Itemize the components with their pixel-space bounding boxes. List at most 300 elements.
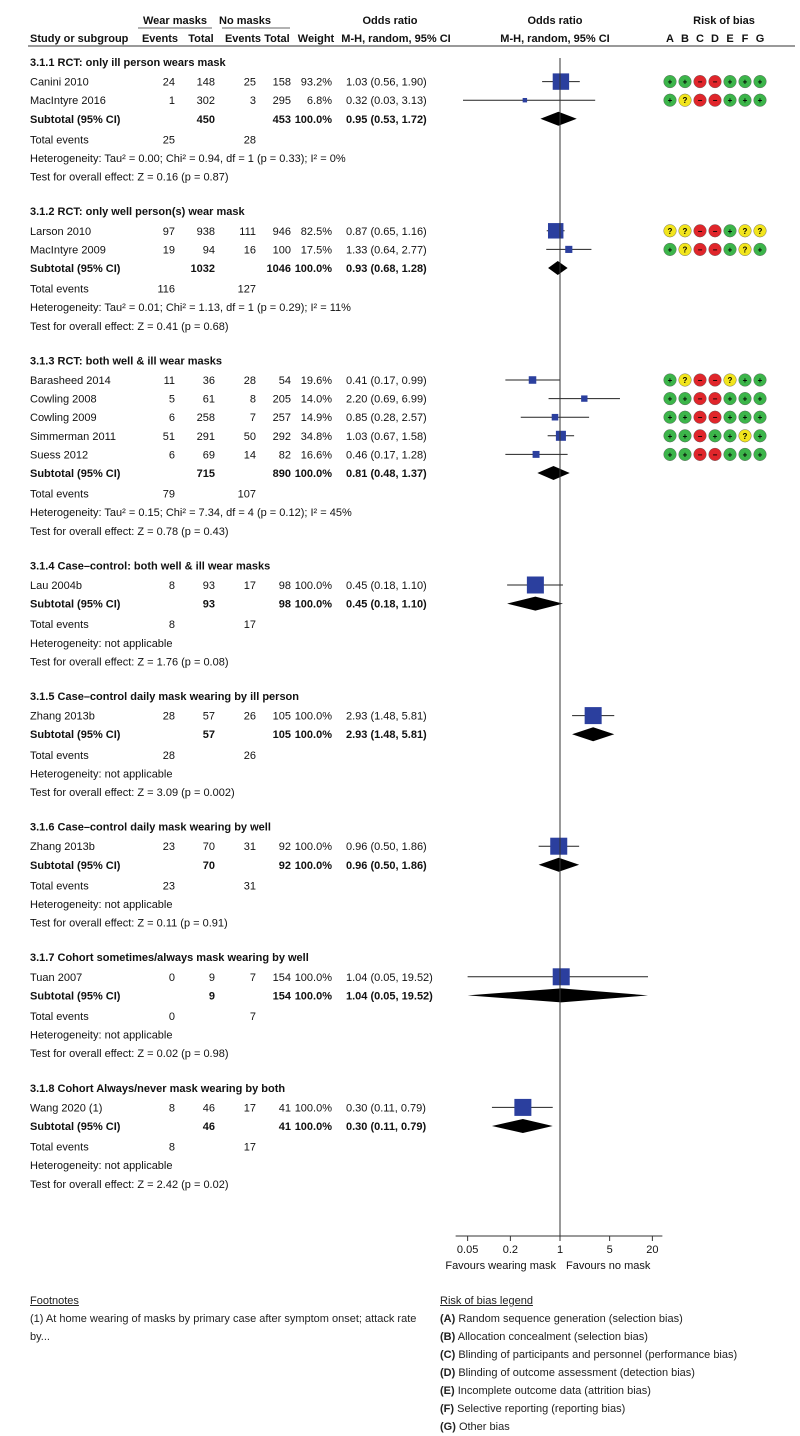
subgroup-3-study-1-total-nomask: 54 [278, 375, 291, 387]
subgroup-3-study-4-rob-c-glyph: − [697, 431, 703, 441]
subgroup-3-study-2-rob-b-glyph: + [682, 394, 688, 404]
subgroup-2-total-events-wear: 116 [157, 283, 175, 296]
subgroup-7-study-1-events-nomask: 7 [249, 971, 256, 984]
subgroup-3-study-2-rob-f-glyph: + [742, 394, 748, 404]
subgroup-1-study-2-rob-g-glyph: + [757, 96, 763, 106]
subgroup-1-study-2-or-ci: 0.32 (0.03, 3.13) [346, 95, 427, 108]
subgroup-3-subtotal-weight: 100.0% [294, 468, 332, 480]
subgroup-1-study-2-point-square [523, 98, 527, 102]
subgroup-3-study-5-rob-a-glyph: + [667, 450, 673, 460]
subgroup-8-subtotal-weight: 100.0% [294, 1121, 332, 1133]
subgroup-4-study-1-events-nomask: 17 [243, 580, 256, 592]
subgroup-3-study-5-events-wear: 6 [168, 449, 175, 462]
x-tick-label-0.2: 0.2 [502, 1244, 519, 1256]
subgroup-2-study-2-rob-e-glyph: + [727, 245, 733, 255]
subgroup-1-total-events-wear: 25 [162, 134, 175, 147]
subgroup-4-study-1-name: Lau 2004b [30, 580, 82, 592]
header-rob-letter-e: E [726, 33, 734, 45]
subgroup-2-study-2-total-nomask: 100 [272, 244, 291, 257]
subgroup-3-study-5-events-nomask: 14 [243, 449, 256, 462]
header-rob-letter-c: C [696, 33, 704, 45]
subgroup-1-study-2-rob-e-glyph: + [727, 96, 733, 106]
subgroup-3-total-events-nomask: 107 [237, 488, 256, 501]
subgroup-7-subtotal-diamond [468, 988, 648, 1002]
footnote-1: (1) At home wearing of masks by primary case after symptom onset; attack rate by... [30, 1313, 417, 1343]
subgroup-3-study-4-rob-e-glyph: + [727, 431, 733, 441]
subgroup-3-study-5-weight: 16.6% [300, 449, 332, 462]
subgroup-3-subtotal-total-nomask: 890 [272, 468, 291, 480]
subgroup-2-study-2-events-nomask: 16 [243, 244, 256, 257]
subgroup-5-title: 3.1.5 Case–control daily mask wearing by ill person [30, 691, 299, 703]
subgroup-2-study-1-events-wear: 97 [162, 225, 175, 238]
subgroup-1-title: 3.1.1 RCT: only ill person wears mask [30, 57, 226, 69]
subgroup-2-subtotal-or-ci: 0.93 (0.68, 1.28) [346, 263, 427, 275]
subgroup-3-study-1-rob-c-glyph: − [697, 376, 703, 385]
subgroup-1-total-events-nomask: 28 [243, 134, 256, 147]
subgroup-5-study-1-weight: 100.0% [294, 710, 332, 723]
subgroup-5-subtotal-or-ci: 2.93 (1.48, 5.81) [346, 729, 427, 742]
subgroup-1-heterogeneity: Heterogeneity: Tau² = 0.00; Chi² = 0.94, df = 1 (p = 0.33); I² = 0% [30, 153, 346, 165]
subgroup-5-study-1-or-ci: 2.93 (1.48, 5.81) [346, 710, 427, 723]
subgroup-3-study-4-rob-b-glyph: + [682, 431, 688, 441]
subgroup-3-study-1-total-wear: 36 [202, 375, 215, 387]
subgroup-3-study-5-name: Suess 2012 [30, 449, 89, 462]
subgroup-3-study-2-rob-a-glyph: + [667, 394, 673, 404]
subgroup-8-subtotal-label: Subtotal (95% CI) [30, 1121, 121, 1133]
subgroup-7-study-1-or-ci: 1.04 (0.05, 19.52) [346, 971, 433, 984]
risk-of-bias-legend [440, 1292, 795, 1436]
header-total-2: Total [264, 33, 290, 45]
subgroup-3-study-3-rob-b-glyph: + [682, 413, 688, 423]
subgroup-8-title: 3.1.8 Cohort Always/never mask wearing by both [30, 1082, 286, 1095]
subgroup-1-study-2-name: MacIntyre 2016 [30, 95, 106, 108]
header-plot-method: M-H, random, 95% CI [500, 33, 610, 45]
subgroup-1-total-events-label: Total events [30, 134, 89, 147]
subgroup-1-subtotal-or-ci: 0.95 (0.53, 1.72) [346, 113, 427, 126]
subgroup-6-total-events-wear: 23 [162, 880, 175, 893]
subgroup-3-study-4-weight: 34.8% [300, 430, 332, 443]
subgroup-1-study-1-or-ci: 1.03 (0.56, 1.90) [346, 76, 427, 89]
subgroup-2-study-1-weight: 82.5% [300, 225, 332, 238]
header-plot-odds-ratio: Odds ratio [527, 15, 583, 27]
subgroup-3-study-3-events-nomask: 7 [249, 412, 256, 425]
subgroup-5-subtotal-weight: 100.0% [294, 729, 332, 742]
subgroup-4-study-1-total-wear: 93 [202, 580, 215, 592]
subgroup-4-heterogeneity: Heterogeneity: not applicable [30, 637, 173, 650]
subgroup-2-subtotal-label: Subtotal (95% CI) [30, 263, 121, 275]
subgroup-4-study-1-events-wear: 8 [168, 580, 175, 592]
subgroup-1-study-1-events-nomask: 25 [243, 76, 256, 89]
subgroup-2-study-2-rob-c-glyph: − [697, 245, 703, 255]
subgroup-2-subtotal-total-nomask: 1046 [266, 263, 291, 275]
subgroup-1-study-2-rob-c-glyph: − [697, 96, 703, 106]
subgroup-2-study-1-or-ci: 0.87 (0.65, 1.16) [346, 225, 427, 238]
subgroup-2-study-1-rob-d-glyph: − [712, 226, 718, 236]
header-weight: Weight [297, 33, 335, 45]
subgroup-6-subtotal-diamond [539, 858, 580, 872]
subgroup-8-study-1-point-square [514, 1099, 531, 1116]
subgroup-1-subtotal-diamond [540, 112, 576, 126]
subgroup-6-total-events-label: Total events [30, 880, 89, 893]
subgroup-3-study-2-or-ci: 2.20 (0.69, 6.99) [346, 393, 427, 406]
footnotes [30, 1292, 430, 1346]
header-no-masks: No masks [219, 15, 271, 27]
subgroup-1-subtotal-label: Subtotal (95% CI) [30, 113, 121, 126]
subgroup-3-study-1-weight: 19.6% [300, 375, 332, 387]
x-tick-label-20: 20 [646, 1244, 659, 1256]
subgroup-3-study-2-rob-g-glyph: + [757, 394, 763, 404]
subgroup-2-study-1-total-wear: 938 [196, 225, 215, 238]
header-rob-letter-b: B [681, 33, 689, 45]
subgroup-2-heterogeneity: Heterogeneity: Tau² = 0.01; Chi² = 1.13, df = 1 (p = 0.29); I² = 11% [30, 302, 351, 315]
header-events-1: Events [141, 33, 179, 45]
subgroup-4-overall-effect: Test for overall effect: Z = 1.76 (p = 0.08) [30, 656, 229, 669]
subgroup-6-study-1-weight: 100.0% [294, 841, 332, 854]
subgroup-3-subtotal-diamond [537, 466, 569, 480]
subgroup-3-study-2-name: Cowling 2008 [30, 393, 97, 406]
header-rob-letter-d: D [711, 33, 719, 45]
subgroup-1-study-1-rob-c-glyph: − [697, 77, 703, 87]
subgroup-3-study-3-point-square [552, 414, 559, 421]
header-risk-of-bias: Risk of bias [693, 15, 755, 27]
subgroup-1-study-2-total-nomask: 295 [272, 95, 291, 108]
subgroup-3-study-1-point-square [529, 376, 537, 384]
subgroup-3-heterogeneity: Heterogeneity: Tau² = 0.15; Chi² = 7.34, df = 4 (p = 0.12); I² = 45% [30, 507, 352, 520]
subgroup-7-study-1-total-nomask: 154 [272, 971, 291, 984]
subgroup-6-study-1-events-nomask: 31 [243, 841, 256, 854]
subgroup-7-subtotal-label: Subtotal (95% CI) [30, 990, 121, 1003]
subgroup-3-study-5-or-ci: 0.46 (0.17, 1.28) [346, 449, 427, 462]
subgroup-1-study-2-rob-f-glyph: + [742, 96, 748, 106]
subgroup-1-study-1-name: Canini 2010 [30, 76, 89, 89]
subgroup-8-heterogeneity: Heterogeneity: not applicable [30, 1160, 173, 1173]
subgroup-7-subtotal-weight: 100.0% [294, 990, 332, 1003]
subgroup-2-study-1-total-nomask: 946 [272, 225, 291, 238]
subgroup-7-subtotal-or-ci: 1.04 (0.05, 19.52) [346, 990, 433, 1003]
subgroup-3-subtotal-total-wear: 715 [196, 468, 215, 480]
subgroup-1-study-1-total-nomask: 158 [272, 76, 291, 89]
subgroup-6-subtotal-or-ci: 0.96 (0.50, 1.86) [346, 859, 427, 872]
subgroup-2-study-1-point-square [548, 223, 563, 238]
x-tick-label-5: 5 [606, 1244, 613, 1256]
legend-item-c: (C) Blinding of participants and personnel (performance bias) [440, 1349, 738, 1361]
subgroup-4-total-events-nomask: 17 [243, 619, 256, 632]
subgroup-6-subtotal-weight: 100.0% [294, 859, 332, 872]
subgroup-5-subtotal-total-wear: 57 [202, 729, 215, 742]
subgroup-3-study-5-rob-g-glyph: + [757, 450, 763, 460]
subgroup-2-study-2-name: MacIntyre 2009 [30, 244, 106, 257]
legend-item-a: (A) Random sequence generation (selection bias) [440, 1313, 683, 1325]
subgroup-1-study-2-total-wear: 302 [196, 95, 215, 108]
subgroup-7-total-events-nomask: 7 [249, 1011, 256, 1023]
subgroup-8-subtotal-total-nomask: 41 [278, 1121, 291, 1133]
subgroup-2-study-1-rob-a-glyph: ? [667, 226, 673, 236]
subgroup-1-study-1-weight: 93.2% [300, 76, 332, 89]
subgroup-3-subtotal-label: Subtotal (95% CI) [30, 468, 121, 480]
subgroup-5-study-1-total-wear: 57 [202, 710, 215, 723]
subgroup-3-study-4-rob-a-glyph: + [667, 431, 673, 441]
subgroup-3-study-3-rob-f-glyph: + [742, 413, 748, 423]
subgroup-2-overall-effect: Test for overall effect: Z = 0.41 (p = 0.68) [30, 320, 229, 333]
subgroup-8-study-1-total-nomask: 41 [278, 1102, 291, 1115]
subgroup-3-study-2-rob-e-glyph: + [727, 394, 733, 404]
subgroup-3-study-1-name: Barasheed 2014 [30, 375, 111, 387]
subgroup-3-study-4-total-wear: 291 [196, 430, 215, 443]
subgroup-2-study-2-rob-f-glyph: ? [742, 245, 748, 255]
subgroup-3-study-1-rob-g-glyph: + [757, 376, 763, 385]
subgroup-3-study-5-rob-d-glyph: − [712, 450, 718, 460]
subgroup-7-overall-effect: Test for overall effect: Z = 0.02 (p = 0.98) [30, 1048, 229, 1061]
subgroup-5-subtotal-label: Subtotal (95% CI) [30, 729, 121, 742]
subgroup-1-study-1-rob-e-glyph: + [727, 77, 733, 87]
subgroup-6-study-1-or-ci: 0.96 (0.50, 1.86) [346, 841, 427, 854]
subgroup-8-subtotal-total-wear: 46 [202, 1121, 215, 1133]
subgroup-3-study-5-point-square [533, 451, 540, 458]
subgroup-1-study-1-rob-b-glyph: + [682, 77, 688, 87]
subgroup-2-total-events-label: Total events [30, 283, 89, 296]
subgroup-1-study-1-rob-g-glyph: + [757, 77, 763, 87]
subgroup-2-study-1-rob-e-glyph: + [727, 226, 733, 236]
subgroup-7-study-1-events-wear: 0 [168, 971, 175, 984]
subgroup-3-study-2-rob-d-glyph: − [712, 394, 718, 404]
subgroup-2-study-2-total-wear: 94 [202, 244, 215, 257]
subgroup-1-study-1-rob-d-glyph: − [712, 77, 718, 87]
subgroup-6-subtotal-label: Subtotal (95% CI) [30, 859, 121, 872]
subgroup-3-study-1-rob-e-glyph: ? [727, 376, 733, 385]
subgroup-1-subtotal-total-wear: 450 [196, 113, 215, 126]
subgroup-1-study-1-point-square [553, 73, 569, 89]
subgroup-3-study-5-rob-f-glyph: + [742, 450, 748, 460]
header-wear-masks: Wear masks [142, 15, 208, 27]
subgroup-3-study-4-events-wear: 51 [162, 430, 175, 443]
subgroup-3-study-5-rob-b-glyph: + [682, 450, 688, 460]
subgroup-7-subtotal-total-nomask: 154 [272, 990, 291, 1003]
subgroup-8-total-events-wear: 8 [168, 1141, 175, 1154]
subgroup-2-study-2-rob-b-glyph: ? [682, 245, 688, 255]
subgroup-8-overall-effect: Test for overall effect: Z = 2.42 (p = 0.02) [30, 1178, 229, 1191]
subgroup-3-study-4-rob-d-glyph: + [712, 431, 718, 441]
subgroup-3-study-1-rob-f-glyph: + [742, 376, 748, 385]
subgroup-7-study-1-total-wear: 9 [208, 971, 215, 984]
subgroup-6-subtotal-total-wear: 70 [202, 859, 215, 872]
subgroup-2-total-events-nomask: 127 [237, 283, 256, 296]
subgroup-3-study-4-or-ci: 1.03 (0.67, 1.58) [346, 430, 427, 443]
header-study: Study or subgroup [30, 33, 129, 45]
subgroup-6-study-1-total-wear: 70 [202, 841, 215, 854]
subgroup-2-subtotal-diamond [548, 261, 568, 275]
subgroup-3-study-3-name: Cowling 2009 [30, 412, 97, 425]
subgroup-8-study-1-name: Wang 2020 (1) [30, 1102, 103, 1115]
subgroup-6-study-1-total-nomask: 92 [278, 841, 291, 854]
subgroup-6-subtotal-total-nomask: 92 [278, 859, 291, 872]
subgroup-3-study-5-rob-e-glyph: + [727, 450, 733, 460]
subgroup-8-study-1-events-nomask: 17 [243, 1102, 256, 1115]
subgroup-2-study-1-rob-b-glyph: ? [682, 226, 688, 236]
subgroup-3-study-1-rob-a-glyph: + [667, 376, 673, 385]
subgroup-6-total-events-nomask: 31 [243, 880, 256, 893]
subgroup-4-study-1-total-nomask: 98 [278, 580, 291, 592]
subgroup-4-study-1-or-ci: 0.45 (0.18, 1.10) [346, 580, 427, 592]
subgroup-8-study-1-or-ci: 0.30 (0.11, 0.79) [346, 1102, 426, 1115]
subgroup-7-study-1-weight: 100.0% [294, 971, 332, 984]
subgroup-3-study-3-total-wear: 258 [196, 412, 215, 425]
subgroup-3-total-events-wear: 79 [162, 488, 175, 501]
subgroup-3-study-2-rob-c-glyph: − [697, 394, 703, 404]
subgroup-7-title: 3.1.7 Cohort sometimes/always mask wearing by well [30, 952, 309, 965]
subgroup-2-study-2-rob-d-glyph: − [712, 245, 718, 255]
subgroup-4-study-1-weight: 100.0% [294, 580, 332, 592]
subgroup-3-study-4-rob-g-glyph: + [757, 431, 763, 441]
subgroup-3-study-4-name: Simmerman 2011 [30, 430, 116, 443]
subgroup-3-study-3-weight: 14.9% [300, 412, 332, 425]
subgroup-6-title: 3.1.6 Case–control daily mask wearing by well [30, 821, 271, 834]
subgroup-3-study-5-total-wear: 69 [202, 449, 215, 462]
subgroup-3-total-events-label: Total events [30, 488, 89, 501]
subgroup-2-subtotal-weight: 100.0% [294, 263, 332, 275]
subgroup-5-subtotal-total-nomask: 105 [272, 729, 291, 742]
subgroup-4-subtotal-or-ci: 0.45 (0.18, 1.10) [346, 598, 427, 611]
subgroup-4-title: 3.1.4 Case–control: both well & ill wear masks [30, 560, 271, 573]
favours-wearing-mask-label: Favours wearing mask [445, 1260, 556, 1272]
x-tick-label-1: 1 [556, 1244, 564, 1256]
subgroup-5-study-1-total-nomask: 105 [272, 710, 291, 723]
subgroup-3-study-1-rob-b-glyph: ? [682, 376, 688, 385]
header-total-1: Total [188, 33, 214, 45]
header-rob-letter-f: F [741, 33, 749, 45]
subgroup-2-study-2-or-ci: 1.33 (0.64, 2.77) [346, 244, 427, 257]
subgroup-5-total-events-nomask: 26 [243, 749, 256, 762]
subgroup-3-study-2-events-nomask: 8 [249, 393, 256, 406]
legend-title: Risk of bias legend [440, 1295, 533, 1307]
subgroup-3-study-3-events-wear: 6 [168, 412, 175, 425]
subgroup-3-title: 3.1.3 RCT: both well & ill wear masks [30, 355, 222, 368]
subgroup-3-study-2-total-nomask: 205 [272, 393, 291, 406]
subgroup-8-subtotal-or-ci: 0.30 (0.11, 0.79) [346, 1121, 427, 1133]
subgroup-3-study-2-weight: 14.0% [300, 393, 332, 406]
subgroup-3-study-3-rob-c-glyph: − [697, 413, 703, 423]
subgroup-4-study-1-point-square [527, 577, 544, 594]
subgroup-1-study-1-rob-f-glyph: + [742, 77, 748, 87]
subgroup-3-study-1-or-ci: 0.41 (0.17, 0.99) [346, 375, 427, 387]
subgroup-1-study-2-weight: 6.8% [306, 95, 332, 108]
subgroup-2-study-2-events-wear: 19 [162, 244, 175, 257]
subgroup-7-study-1-name: Tuan 2007 [30, 971, 83, 984]
subgroup-7-subtotal-total-wear: 9 [208, 990, 215, 1003]
legend-item-b: (B) Allocation concealment (selection bias) [440, 1331, 648, 1343]
subgroup-4-subtotal-label: Subtotal (95% CI) [30, 598, 121, 611]
subgroup-1-study-2-rob-a-glyph: + [667, 96, 673, 106]
footnotes-title: Footnotes [30, 1295, 79, 1307]
subgroup-5-study-1-events-nomask: 26 [243, 710, 256, 723]
favours-no-mask-label: Favours no mask [566, 1260, 651, 1272]
subgroup-2-study-2-rob-a-glyph: + [667, 245, 673, 255]
subgroup-5-heterogeneity: Heterogeneity: not applicable [30, 768, 173, 781]
subgroup-8-study-1-total-wear: 46 [202, 1102, 215, 1115]
subgroup-5-total-events-wear: 28 [162, 749, 175, 762]
subgroup-3-study-2-events-wear: 5 [168, 393, 175, 406]
subgroup-2-study-1-events-nomask: 111 [239, 225, 256, 238]
subgroup-1-study-1-events-wear: 24 [162, 76, 175, 89]
subgroup-8-subtotal-diamond [492, 1119, 553, 1133]
subgroup-5-overall-effect: Test for overall effect: Z = 3.09 (p = 0.002) [30, 787, 235, 799]
subgroup-2-study-1-rob-c-glyph: − [697, 226, 703, 236]
subgroup-3-study-4-events-nomask: 50 [243, 430, 256, 443]
subgroup-3-study-4-rob-f-glyph: ? [742, 431, 748, 441]
subgroup-2-study-2-weight: 17.5% [300, 244, 332, 257]
subgroup-3-study-4-total-nomask: 292 [272, 430, 291, 443]
header-odds-ratio: Odds ratio [362, 15, 418, 27]
subgroup-3-study-2-total-wear: 61 [202, 393, 215, 406]
subgroup-6-study-1-point-square [550, 838, 567, 855]
subgroup-6-study-1-events-wear: 23 [162, 841, 175, 854]
legend-item-d: (D) Blinding of outcome assessment (detection bias) [440, 1367, 695, 1379]
legend-item-e: (E) Incomplete outcome data (attrition bias) [440, 1385, 651, 1397]
subgroup-3-study-3-rob-d-glyph: − [712, 413, 718, 423]
subgroup-4-total-events-label: Total events [30, 619, 89, 632]
subgroup-1-study-2-events-wear: 1 [168, 95, 175, 108]
subgroup-3-study-1-events-nomask: 28 [243, 375, 256, 387]
subgroup-1-study-2-rob-d-glyph: − [712, 96, 718, 106]
subgroup-3-study-4-point-square [556, 431, 566, 441]
subgroup-4-subtotal-total-wear: 93 [202, 598, 215, 611]
subgroup-4-subtotal-weight: 100.0% [294, 598, 332, 611]
subgroup-4-subtotal-total-nomask: 98 [278, 598, 291, 611]
subgroup-1-study-2-events-nomask: 3 [249, 95, 256, 108]
subgroup-2-title: 3.1.2 RCT: only well person(s) wear mask [30, 206, 245, 219]
header-rob-letter-a: A [666, 33, 674, 45]
subgroup-3-study-5-total-nomask: 82 [278, 449, 291, 462]
header-or-method: M-H, random, 95% CI [341, 33, 451, 45]
subgroup-3-study-3-rob-a-glyph: + [667, 413, 673, 423]
subgroup-1-subtotal-weight: 100.0% [294, 113, 332, 126]
subgroup-7-heterogeneity: Heterogeneity: not applicable [30, 1029, 173, 1042]
legend-item-g: (G) Other bias [440, 1421, 510, 1433]
subgroup-7-study-1-point-square [553, 968, 570, 985]
subgroup-4-total-events-wear: 8 [168, 619, 175, 632]
subgroup-6-study-1-name: Zhang 2013b [30, 841, 95, 854]
subgroup-4-subtotal-diamond [507, 597, 563, 611]
subgroup-3-subtotal-or-ci: 0.81 (0.48, 1.37) [346, 468, 427, 480]
subgroup-2-study-1-rob-g-glyph: ? [757, 226, 763, 236]
subgroup-7-total-events-wear: 0 [168, 1011, 175, 1023]
subgroup-3-study-3-rob-g-glyph: + [757, 413, 763, 423]
subgroup-3-study-2-point-square [581, 395, 587, 401]
subgroup-2-study-1-name: Larson 2010 [30, 225, 92, 238]
subgroup-2-subtotal-total-wear: 1032 [190, 263, 215, 275]
subgroup-5-subtotal-diamond [572, 727, 614, 741]
subgroup-2-study-2-rob-g-glyph: + [757, 245, 763, 255]
subgroup-3-study-1-rob-d-glyph: − [712, 376, 718, 385]
header-events-2: Events [224, 33, 262, 45]
legend-item-f: (F) Selective reporting (reporting bias) [440, 1403, 626, 1415]
subgroup-5-study-1-point-square [585, 707, 602, 724]
subgroup-3-study-5-rob-c-glyph: − [697, 450, 703, 460]
subgroup-5-study-1-name: Zhang 2013b [30, 710, 95, 723]
subgroup-3-study-3-or-ci: 0.85 (0.28, 2.57) [346, 412, 427, 425]
subgroup-5-total-events-label: Total events [30, 749, 89, 762]
subgroup-3-study-1-events-wear: 11 [163, 375, 175, 387]
x-tick-label-0.05: 0.05 [456, 1244, 479, 1256]
subgroup-2-study-1-rob-f-glyph: ? [742, 226, 748, 236]
subgroup-8-study-1-weight: 100.0% [294, 1102, 332, 1115]
subgroup-3-study-3-rob-e-glyph: + [727, 413, 733, 423]
subgroup-8-total-events-nomask: 17 [243, 1141, 256, 1154]
subgroup-7-total-events-label: Total events [30, 1011, 89, 1023]
subgroup-6-overall-effect: Test for overall effect: Z = 0.11 (p = 0.91) [30, 917, 228, 930]
subgroup-2-study-2-point-square [565, 246, 572, 253]
subgroup-1-study-2-rob-b-glyph: ? [682, 96, 688, 106]
subgroup-8-total-events-label: Total events [30, 1141, 89, 1154]
